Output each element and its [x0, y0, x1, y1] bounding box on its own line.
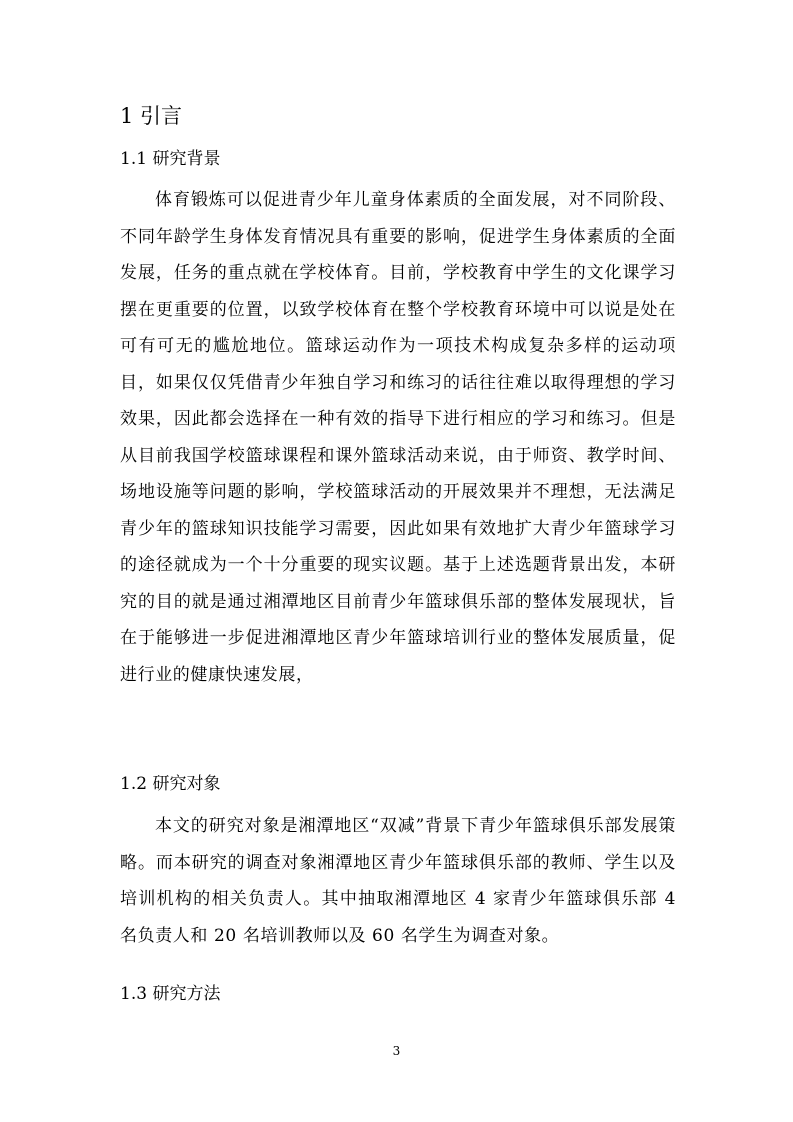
section-1-1-paragraph: 体育锻炼可以促进青少年儿童身体素质的全面发展，对不同阶段、不同年龄学生身体发育情况具有重要的影响，促进学生身体素质的全面发展，任务的重点就在学校体育。目前，学校教育中学生的文化课学习摆在更重要的位置，以致学校体育在整个学校教育环境中可以说是处在可有可无的尴尬地位。篮球运动作为一项技术构成复杂多样的运动项目，如果仅仅凭借青少年独自学习和练习的话往往难以取得理想的学习效果，因此都会选择在一种有效的指导下进行相应的学习和练习。但是从目前我国学校篮球课程和课外篮球活动来说，由于师资、教学时间、场地设施等问题的影响，学校篮球活动的开展效果并不理想，无法满足青少年的篮球知识技能学习需要，因此如果有效地扩大青少年篮球学习的途径就成为一个十分重要的现实议题。基于上述选题背景出发，本研究的目的就是通过湘潭地区目前青少年篮球俱乐部的整体发展现状，旨在于能够进一步促进湘潭地区青少年篮球培训行业的整体发展质量，促进行业的健康快速发展， [120, 190, 676, 685]
section-1-1-heading: 1.1 研究背景 [120, 149, 221, 169]
section-1-2-paragraph: 本文的研究对象是湘潭地区“双减”背景下青少年篮球俱乐部发展策略。而本研究的调查对象湘潭地区青少年篮球俱乐部的教师、学生以及培训机构的相关负责人。其中抽取湘潭地区 4 家青少年篮球俱乐部 4 名负责人和 20 名培训教师以及 60 名学生为调查对象。 [120, 816, 676, 946]
page-number: 3 [392, 1044, 401, 1058]
section-1-3-heading: 1.3 研究方法 [120, 984, 221, 1004]
section-1-2-heading: 1.2 研究对象 [120, 774, 221, 794]
chapter-heading: 1 引言 [120, 104, 183, 128]
